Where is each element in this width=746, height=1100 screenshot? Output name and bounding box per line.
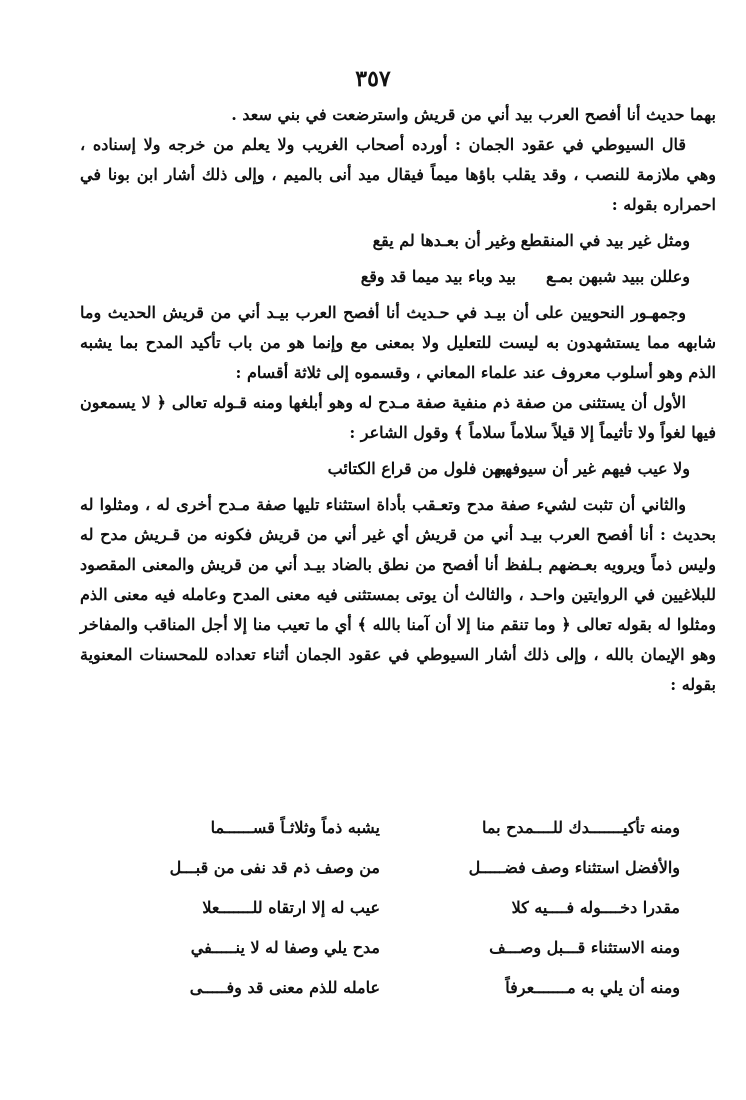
poem-second-hemistich: يشبه ذماً وثلاثـاً قســــــما bbox=[210, 818, 380, 837]
verse-first-hemistich: وعللن ببيد شبهن بمـع bbox=[546, 267, 690, 286]
poem-line bbox=[120, 808, 680, 848]
verse-line bbox=[80, 226, 716, 256]
verse-first-hemistich: ومثل غير بيد في المنقطع bbox=[520, 231, 690, 250]
paragraph-second-third-types: والثاني أن تثبت لشيء صفة مدح وتعـقب بأداة استثناء تليها صفة مـدح أخرى له ، ومثلوا له بحديث : أنا أفصح العرب بيـد أني من قريش أي غير أني من قريش فكونه من قـريش مدح له وليس ذماً ويرويه بعـضهم بـلفظ أنا أفصح من نطق بالضاد بيـد أني من قريش والمعنى المقصود للبلاغيين في الروايتين واحـد ، والثالث أن يوتى بمستثنى فيه معنى المدح وعامله فيه معنى الذم ومثلوا له بقوله تعالى ﴿ وما تنقم منا إلا أن آمنا بالله ﴾ أي ما تعيب منا إلا أجل المناقب والمفاخر وهو الإيمان بالله ، وإلى ذلك أشار السيوطي في عقود الجمان أثناء تعداده للمحسنات المعنوية بقوله : bbox=[80, 495, 716, 694]
paragraph-first-type: الأول أن يستثنى من صفة ذم منفية صفة مـدح له وهو أبلغها ومنه قـوله تعالى ﴿ لا يسمعون فيها لغواً ولا تأثيماً إلا قيلاً سلاماً سلاماً ﴾ وقول الشاعر : bbox=[80, 393, 716, 442]
poem-second-hemistich: عيب له إلا ارتقاه للـــــــعلا bbox=[202, 898, 380, 917]
poem-second-hemistich: عامله للذم معنى قد وفـــــى bbox=[189, 978, 380, 997]
poem-first-hemistich: ومنه الاستثناء قـــبل وصـــف bbox=[489, 938, 680, 957]
paragraph-continuation: بهما حديث أنا أفصح العرب بيد أني من قريش واسترضعت في بني سعد . bbox=[231, 105, 716, 124]
poem-first-hemistich: ومنه تأكيـــــــدك للــــمدح بما bbox=[481, 818, 680, 837]
poem-line bbox=[120, 968, 680, 1008]
poem-second-hemistich: من وصف ذم قد نفى من قبـــل bbox=[169, 858, 380, 877]
poem-first-hemistich: ومنه أن يلي به مـــــــعرفاً bbox=[505, 978, 680, 997]
verse-second-hemistich: بيد وباء بيد ميما قد وقع bbox=[360, 267, 516, 286]
poem-second-hemistich: مدح يلي وصفا له لا ينـــــفي bbox=[190, 938, 380, 957]
paragraph-grammarians: وجمهـور النحويين على أن بيـد في حـديث أنا أفصح العرب بيـد أني من قريش الحديث وما شابهه مما يستشهدون به ليست للتعليل ولا بمعنى مع وإنما هو من باب تأكيد المدح بما يشبه الذم وهو أسلوب معروف عند علماء المعاني ، وقسموه إلى ثلاثة أقسام : bbox=[80, 303, 716, 382]
poem-block bbox=[120, 808, 680, 1008]
verse-second-hemistich: بهن فلول من قراع الكتائب bbox=[327, 459, 506, 478]
verse-line bbox=[80, 262, 716, 292]
verse-line bbox=[80, 454, 716, 484]
poem-first-hemistich: مقدرا دخــــوله فــــيه كلا bbox=[511, 898, 680, 917]
main-text bbox=[80, 100, 716, 700]
paragraph-suyuti: قال السيوطي في عقود الجمان : أورده أصحاب الغريب ولا يعلم من خرجه ولا إسناده ، وهي ملازمة للنصب ، وقد يقلب باؤها ميماً فيقال ميد أنى بالميم ، وإلى ذلك أشار ابن بونا في احمراره بقوله : bbox=[80, 135, 716, 214]
poem-line bbox=[120, 928, 680, 968]
poem-line bbox=[120, 848, 680, 888]
page-number: ٣٥٧ bbox=[355, 66, 391, 92]
verse-first-hemistich: ولا عيب فيهم غير أن سيوفهم bbox=[494, 459, 690, 478]
poem-line bbox=[120, 888, 680, 928]
verse-second-hemistich: وغير أن بعـدها لم يقع bbox=[372, 231, 516, 250]
poem-first-hemistich: والأفضل استثناء وصف فضـــــل bbox=[468, 858, 680, 877]
